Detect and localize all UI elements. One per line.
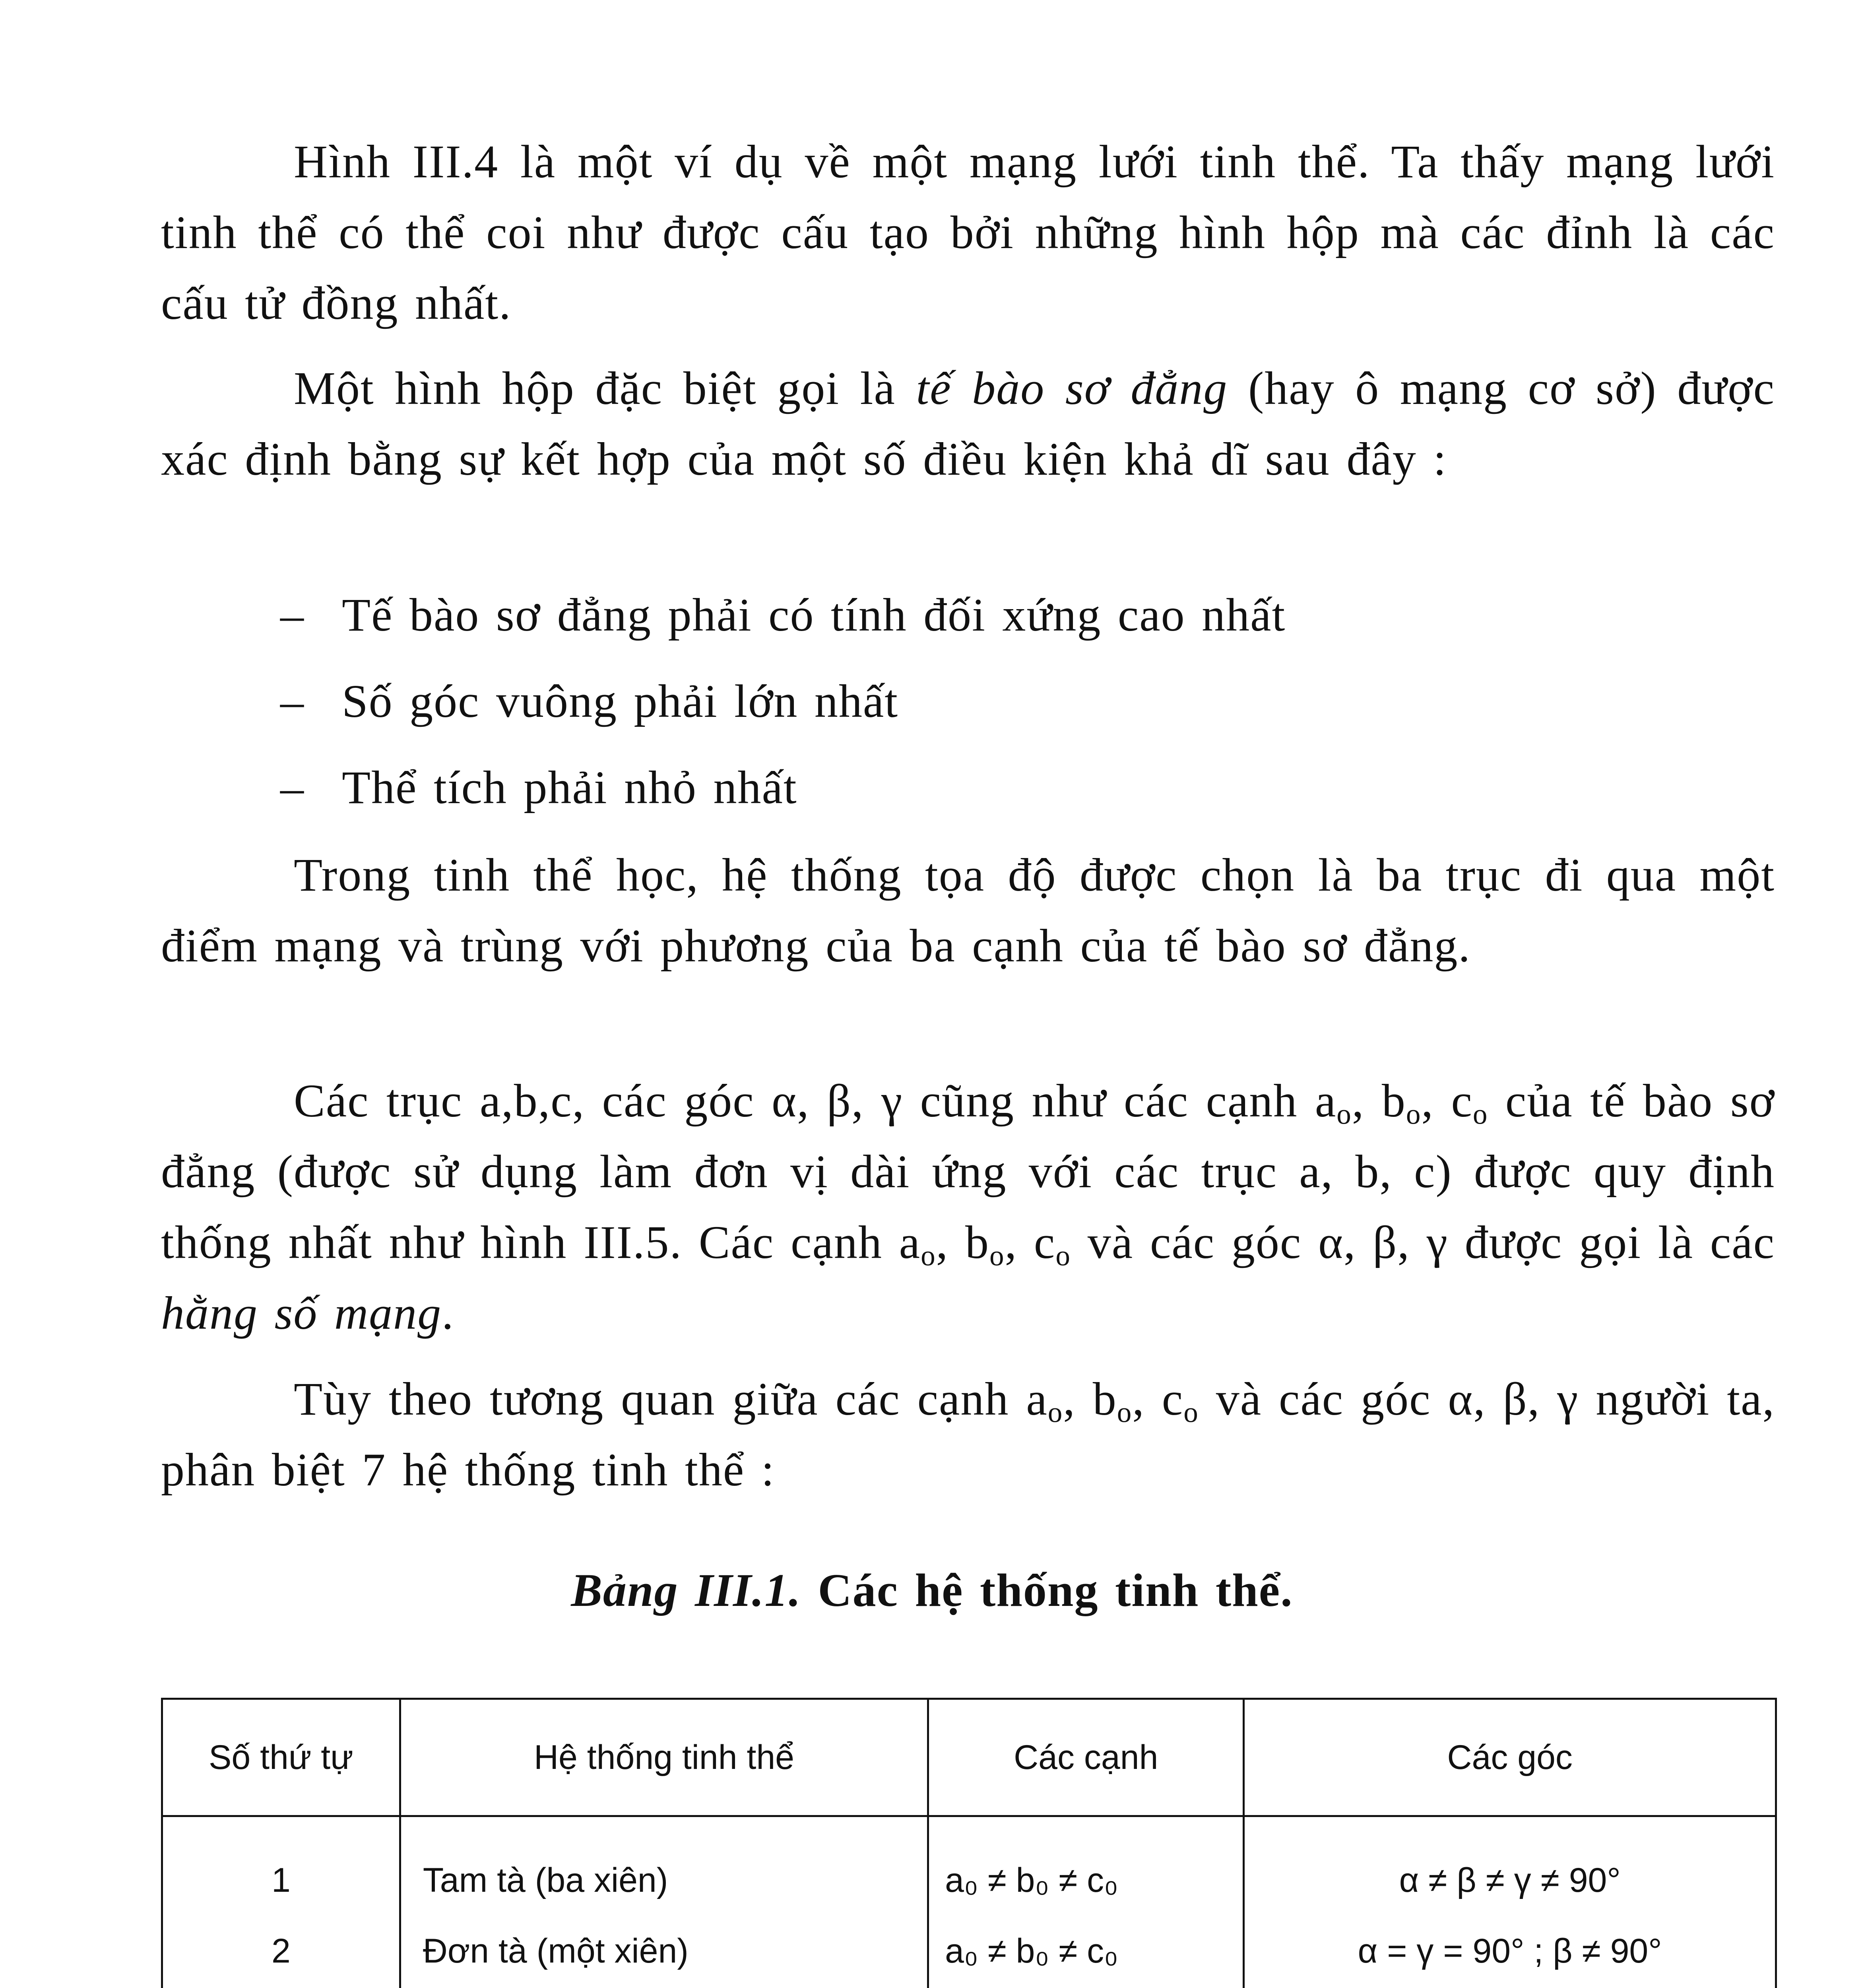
paragraph-3: Trong tinh thể học, hệ thống tọa độ được chọn là ba trục đi qua một điểm mạng và trùng với phương của ba cạnh của tế bào sơ đẳng. [161,849,1775,972]
table-caption-title: Các hệ thống tinh thể. [818,1564,1293,1616]
paragraph-1: Hình III.4 là một ví dụ về một mạng lưới tinh thể. Ta thấy mạng lưới tinh thể có thể coi như được cấu tạo bởi những hình hộp mà các đỉnh là các cấu tử đồng nhất. [161,136,1775,329]
paragraph-4-end: . [442,1287,454,1339]
bullet-item: Tế bào sơ đẳng phải có tính đối xứng cao nhất [342,589,1286,641]
paragraph-4-text-a: Các trục a,b,c, các góc α, β, γ cũng như các cạnh a [294,1075,1337,1127]
bullet-dash: – [280,761,305,813]
angle-relation: α = γ = 90° ; β ≠ 90° [1244,1916,1776,1986]
table-caption-label: Bảng III.1. [571,1564,801,1616]
term-te-bao-so-dang: tế bào sơ đẳng [916,362,1228,414]
paragraph-4-text-b: của tế bào sơ đẳng (được sử dụng làm đơn vị dài ứng với các trục a, b, c) được quy định thống nhất như hình III.5. Các cạnh a [161,1075,1775,1268]
crystal-system-name: Tam tà (ba xiên) [400,1816,928,1916]
crystal-system-name [400,1986,928,1988]
edge-relation: a₀ ≠ b₀ ≠ c₀ [928,1816,1244,1916]
bullet-item: Số góc vuông phải lớn nhất [342,675,898,727]
paragraph-4: Các trục a,b,c, các góc α, β, γ cũng như các cạnh $a_o$, $b_o$, $c_o$ của tế bào sơ đẳng (được sử dụng làm đơn vị dài ứng với các trục a, b, c) được quy định thống nhất như hình III.5. Các cạnh $a_o$, $b_o$, $c_o$ và các góc α, β, γ được gọi là các hằng số mạng. [161,1075,1775,1339]
table-header-cell: Các góc [1244,1699,1776,1816]
table-header-cell: Các cạnh [928,1699,1244,1816]
angle-relation [1244,1986,1776,1988]
paragraph-2-text-b: (hay ô mạng cơ sở) được xác định bằng sự kết hợp của một số điều kiện khả dĩ sau đây : [161,362,1775,485]
paragraph-4-text-c: và các góc α, β, γ được gọi là các [1071,1216,1775,1268]
table-row [162,1916,1776,1986]
table-row [162,1816,1776,1916]
table-header-cell: Hệ thống tinh thể [400,1699,928,1816]
table-header-cell: Số thứ tự [162,1699,400,1816]
paragraph-2-text-a: Một hình hộp đặc biệt gọi là [294,362,916,414]
bullet-item: Thể tích phải nhỏ nhất [342,761,797,813]
bullet-dash: – [280,675,305,727]
edge-relation: a₀ ≠ b₀ ≠ c₀ [928,1916,1244,1986]
row-number: 1 [162,1816,400,1916]
table-header-row [162,1699,1776,1816]
paragraph-5: Tùy theo tương quan giữa các cạnh $a_o$, $b_o$, $c_o$ và các góc α, β, γ người ta, phân biệt 7 hệ thống tinh thể : [161,1373,1775,1496]
table-row [162,1986,1776,1988]
paragraph-5-text-b: và các góc α, β, γ người ta, phân biệt 7 hệ thống tinh thể : [161,1373,1775,1496]
edge-relation [928,1986,1244,1988]
term-hang-so-mang: hằng số mạng [161,1287,442,1339]
bullet-dash: – [280,589,305,641]
crystal-system-name: Đơn tà (một xiên) [400,1916,928,1986]
paragraph-2 [161,353,1775,495]
row-number: 2 [162,1916,400,1986]
table-caption [0,1559,1864,1622]
paragraph-5-text-a: Tùy theo tương quan giữa các cạnh a [294,1373,1048,1425]
crystal-systems-table [161,1698,1777,1988]
angle-relation: α ≠ β ≠ γ ≠ 90° [1244,1816,1776,1916]
row-number [162,1986,400,1988]
